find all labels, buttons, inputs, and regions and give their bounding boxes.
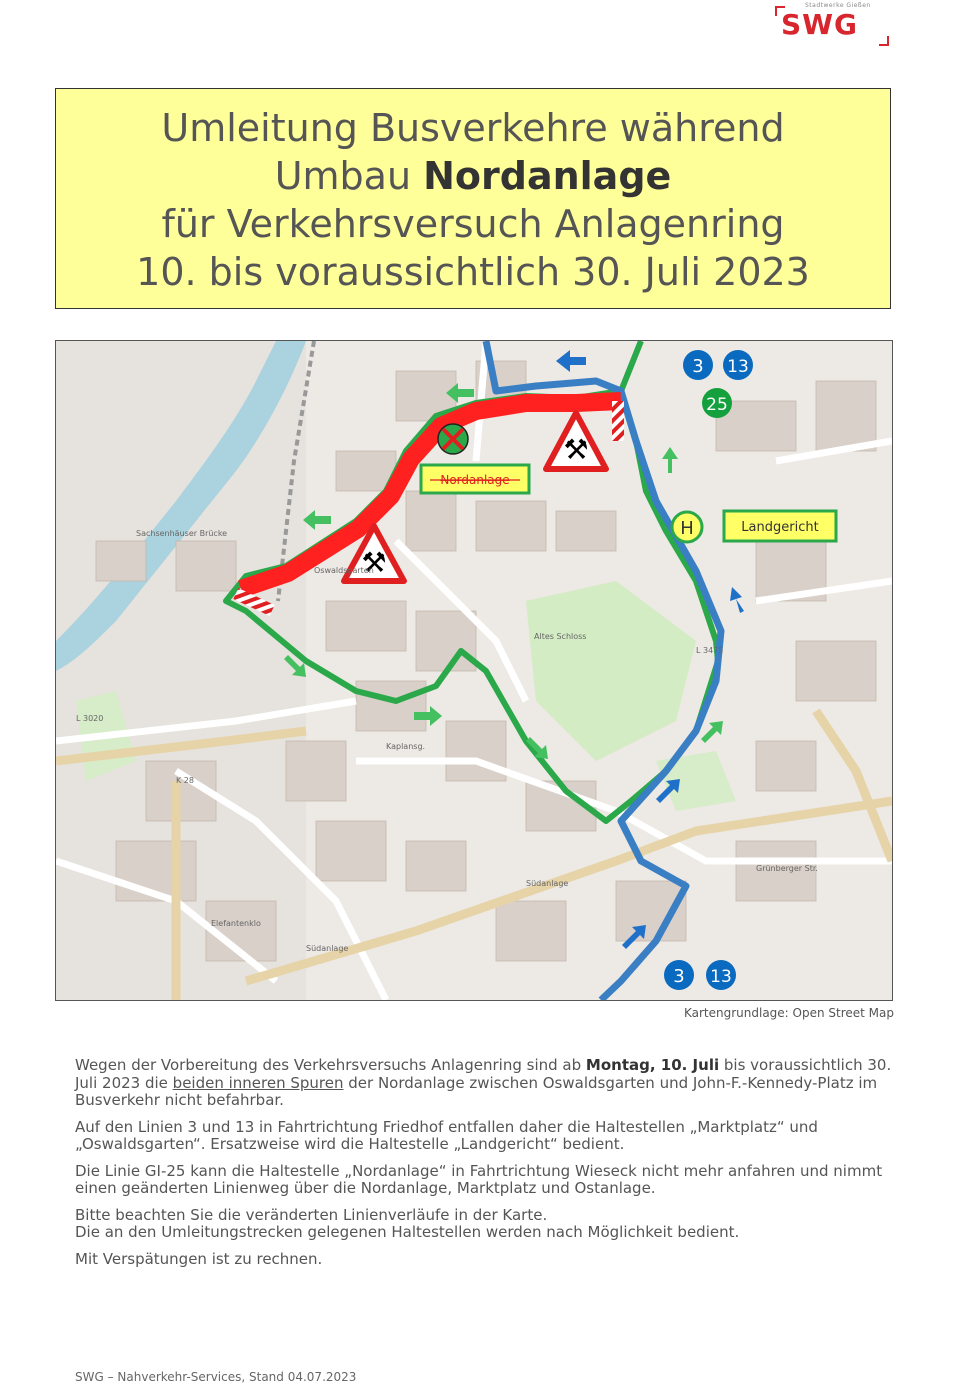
- paragraph-5: Mit Verspätungen ist zu rechnen.: [75, 1249, 323, 1268]
- p4-line-1: Bitte beachten Sie die veränderten Linienverläufe in der Karte.: [75, 1205, 548, 1224]
- map-svg: [56, 341, 892, 1000]
- p1-text-c: der Nordanlage zwischen Oswaldsgarten und John-F.-Kennedy-Platz im Busverkehr nicht befahrbar.: [75, 1073, 878, 1109]
- street-label: Südanlage: [306, 944, 349, 953]
- title-line-2-prefix: Umbau: [274, 154, 424, 198]
- logo-tagline: Stadtwerke Gießen: [805, 2, 871, 9]
- label-landgericht: Landgericht: [741, 520, 819, 535]
- street-label: Grünberger Str.: [756, 864, 818, 873]
- detour-map: [55, 340, 893, 1001]
- badge-line-13-top: [723, 350, 753, 380]
- label-nordanlage: Nordanlage: [440, 473, 510, 487]
- barrier-east: [612, 401, 624, 441]
- p1-underline: beiden inneren Spuren: [172, 1073, 344, 1092]
- title-box: [55, 88, 891, 309]
- badge-line-3-bottom: [664, 960, 694, 990]
- street-label: Südanlage: [526, 879, 569, 888]
- title-line-2-bold: Nordanlage: [423, 154, 672, 198]
- badge-line-3-top: [683, 350, 713, 380]
- p4-line-2: Die an den Umleitungstrecken gelegenen Haltestellen werden nach Möglichkeit bedient.: [75, 1223, 740, 1241]
- badge-line-3-bottom-text: 3: [673, 966, 685, 987]
- p1-text-a: Wegen der Vorbereitung des Verkehrsversuchs Anlagenring sind ab: [75, 1056, 586, 1074]
- street-label: Altes Schloss: [534, 632, 587, 641]
- badge-line-13-top-text: 13: [727, 357, 749, 377]
- stop-symbol-text: H: [680, 518, 694, 539]
- badge-line-13-bottom-text: 13: [710, 967, 732, 987]
- notice-body: [75, 1057, 905, 1277]
- street-label: L 3020: [76, 714, 104, 723]
- title-line-4: 10. bis voraussichtlich 30. Juli 2023: [136, 250, 810, 294]
- street-label: K 28: [176, 776, 194, 785]
- street-label: L 3475: [696, 646, 724, 655]
- cancelled-stop-nordanlage-icon: [438, 424, 468, 454]
- street-label: Kaplansg.: [386, 742, 426, 751]
- svg-text:⚒: ⚒: [563, 433, 589, 466]
- paragraph-3: Die Linie GI-25 kann die Haltestelle „Nordanlage“ in Fahrtrichtung Wieseck nicht mehr anfahren und nimmt einen geänderten Linienweg über die Nordanlage, Marktplatz und Ostanlage.: [75, 1161, 883, 1197]
- logo-bracket-bottom-right: [879, 36, 889, 46]
- title-line-2: [56, 152, 890, 200]
- paragraph-1: [75, 1057, 905, 1110]
- p1-date-bold: Montag, 10. Juli: [585, 1056, 720, 1074]
- title-line-1: Umleitung Busverkehre während: [161, 106, 785, 150]
- street-label: Sachsenhäuser Brücke: [136, 529, 228, 538]
- logo-wordmark: SWG: [781, 8, 859, 41]
- badge-line-13-bottom: [706, 960, 736, 990]
- badge-line-25-top: [702, 388, 732, 418]
- footer: SWG – Nahverkehr-Services, Stand 04.07.2023: [75, 1370, 357, 1384]
- map-credit: Kartengrundlage: Open Street Map: [683, 1006, 894, 1020]
- street-label: Elefantenklo: [211, 919, 261, 928]
- swg-logo: [775, 2, 889, 46]
- svg-text:⚒: ⚒: [361, 546, 387, 579]
- paragraph-2: Auf den Linien 3 und 13 in Fahrtrichtung Friedhof entfallen daher die Haltestellen „Marktplatz“ und „Oswaldsgarten“. Ersatzweise wird die Haltestelle „Landgericht“ bedient.: [75, 1117, 818, 1153]
- paragraph-4: [75, 1207, 905, 1242]
- title-line-3: für Verkehrsversuch Anlagenring: [161, 202, 785, 246]
- p1-text-b: bis voraussichtlich 30. Juli 2023 die: [75, 1056, 892, 1092]
- street-label: Oswaldsgarten: [314, 566, 374, 575]
- stop-landgericht-icon: [672, 512, 702, 542]
- badge-line-25-top-text: 25: [706, 395, 728, 415]
- badge-line-3-top-text: 3: [692, 356, 704, 377]
